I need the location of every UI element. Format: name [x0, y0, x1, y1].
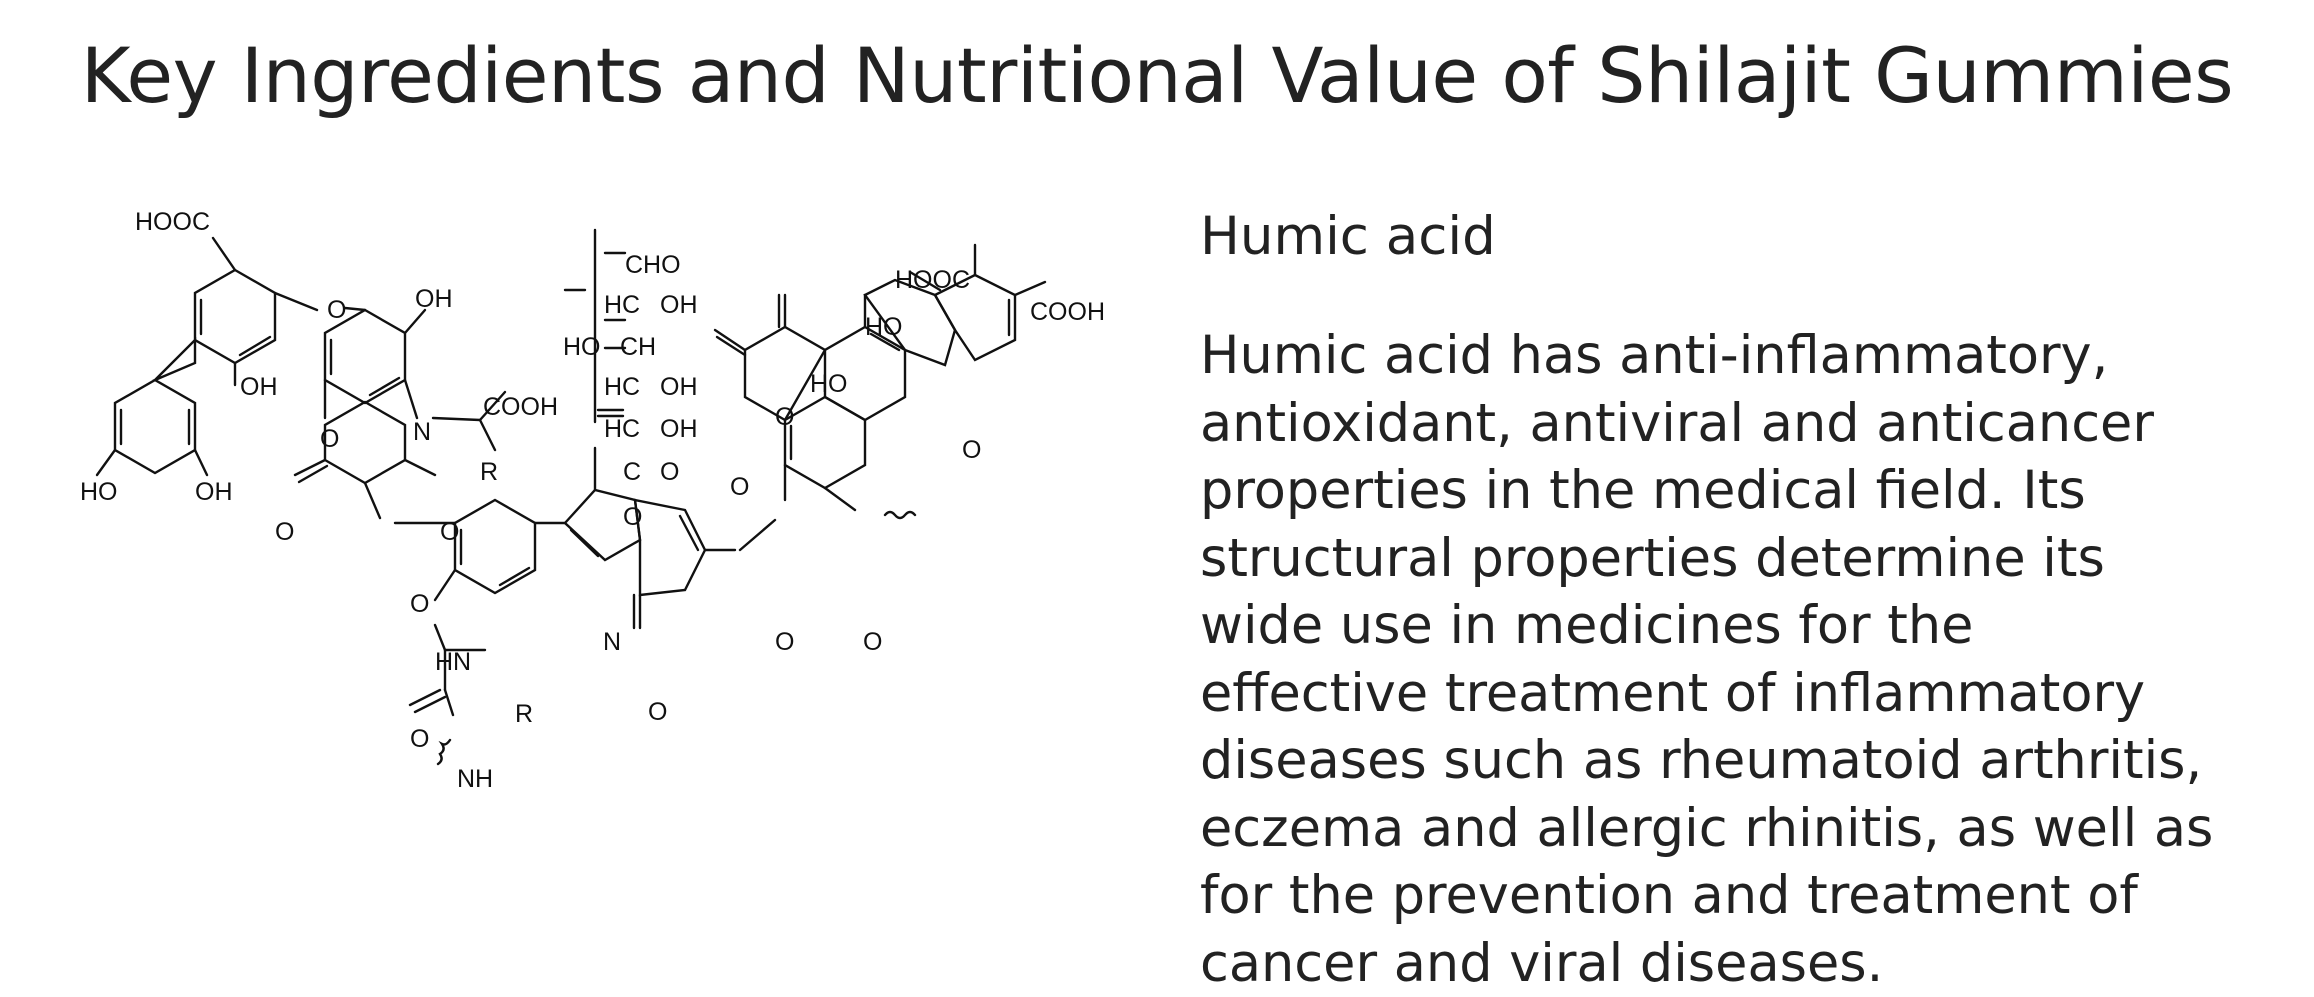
label-keto-2: O: [440, 518, 459, 546]
label-o-bridge-3: O: [775, 628, 794, 656]
label-keto-5: O: [730, 473, 749, 501]
label-o-ring: O: [320, 425, 339, 453]
label-oh-3: OH: [660, 415, 698, 443]
label-cooh-1: COOH: [483, 393, 558, 421]
label-ho-left-1: HO: [80, 478, 118, 506]
section-body: [1200, 322, 2280, 997]
label-hn: HN: [435, 648, 471, 676]
label-ho-ch: HO: [563, 333, 601, 361]
humic-acid-structure-diagram: [95, 200, 1135, 840]
label-oh-mid: OH: [240, 373, 278, 401]
label-oh-ring: OH: [415, 285, 453, 313]
label-n-indole: N: [603, 628, 621, 656]
label-hc-1: HC: [604, 291, 640, 319]
body-line: cancer and viral diseases.: [1200, 930, 2280, 997]
ring-indolenone: [565, 448, 735, 628]
label-keto-4: O: [775, 403, 794, 431]
label-o-bridge-1: O: [327, 296, 346, 324]
body-line: diseases such as rheumatoid arthritis,: [1200, 727, 2280, 795]
section-heading: Humic acid: [1200, 208, 1496, 266]
label-cooh-right: COOH: [1030, 298, 1105, 326]
label-cho: CHO: [625, 251, 681, 279]
body-line: antioxidant, antiviral and anticancer: [1200, 390, 2280, 458]
label-hc-3: HC: [604, 415, 640, 443]
ring-phenoxazine: [295, 308, 505, 518]
label-oh-1: OH: [660, 291, 698, 319]
page-title: Key Ingredients and Nutritional Value of Shilajit Gummies: [0, 34, 2314, 118]
label-ch: CH: [620, 333, 656, 361]
humic-acid-structure-svg: [95, 200, 1135, 840]
label-hooc-top-left: HOOC: [135, 208, 210, 236]
ring-catechol: [97, 340, 235, 475]
label-amide-o: O: [410, 725, 429, 753]
label-nh: NH: [457, 765, 493, 793]
label-hc-2: HC: [604, 373, 640, 401]
label-oh-left-2: OH: [195, 478, 233, 506]
label-keto-1: O: [275, 518, 294, 546]
label-keto-3: O: [648, 698, 667, 726]
body-line: Humic acid has anti-inflammatory,: [1200, 322, 2280, 390]
body-line: structural properties determine its: [1200, 525, 2280, 593]
label-o-tail: O: [863, 628, 882, 656]
body-line: for the prevention and treatment of: [1200, 862, 2280, 930]
body-line: properties in the medical field. Its: [1200, 457, 2280, 525]
label-o-furan: O: [962, 436, 981, 464]
body-line: effective treatment of inflammatory: [1200, 660, 2280, 728]
ring-benzoic: [195, 238, 317, 363]
label-r-1: R: [480, 458, 498, 486]
body-line: eczema and allergic rhinitis, as well as: [1200, 795, 2280, 863]
label-oh-2: OH: [660, 373, 698, 401]
ring-polycyclic-right: [715, 245, 1045, 550]
label-hooc-right: HOOC: [895, 266, 970, 294]
label-o-bridge-2: O: [410, 590, 429, 618]
label-r-2: R: [515, 700, 533, 728]
body-line: wide use in medicines for the: [1200, 592, 2280, 660]
label-n-ring: N: [413, 418, 431, 446]
label-ho-right-2: HO: [865, 313, 903, 341]
label-c-eq-o-c: C: [623, 458, 641, 486]
label-ho-right-1: HO: [810, 370, 848, 398]
label-o-link: O: [623, 503, 642, 531]
label-c-eq-o-o: O: [660, 458, 679, 486]
